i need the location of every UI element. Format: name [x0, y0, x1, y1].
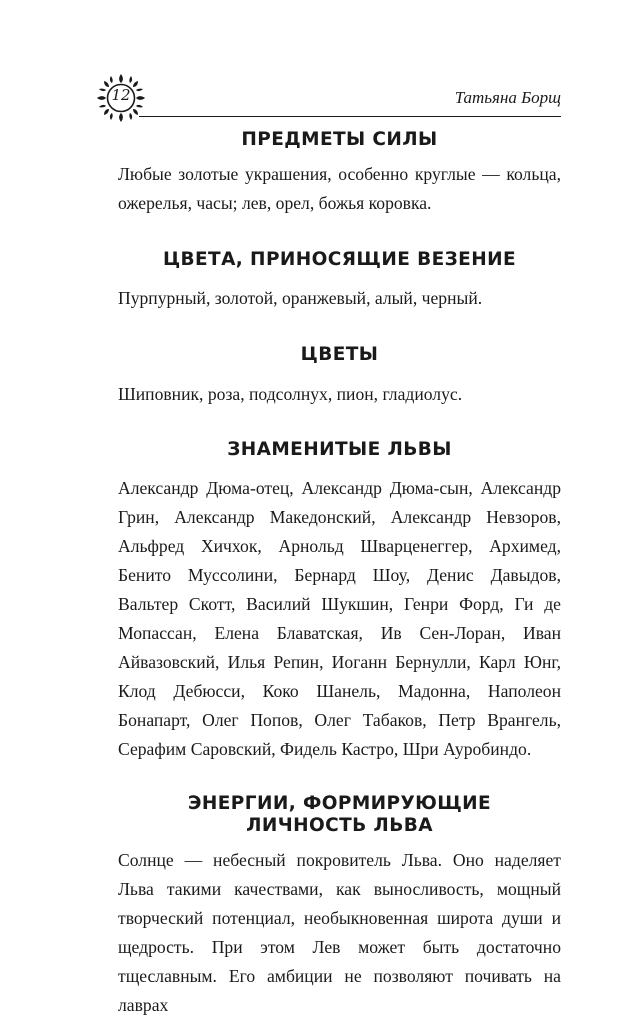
- section-text-energies: Солнце — небесный покровитель Льва. Оно наделяет Льва такими качествами, как выносливость, мощный творческий потенциал, необыкновенная широта души и щедрость. При этом Лев может быть достаточно тщеславным. Его амбиции не позволяют почивать на лаврах: [118, 850, 561, 1015]
- section-text-lucky-colors: Пурпурный, золотой, оранжевый, алый, черный.: [118, 288, 483, 308]
- header-rule: [139, 116, 561, 117]
- section-title-energies: ЭНЕРГИИ, ФОРМИРУЮЩИЕ ЛИЧНОСТЬ ЛЬВА: [187, 793, 492, 836]
- section-title-lucky-colors: ЦВЕТА, ПРИНОСЯЩИЕ ВЕЗЕНИЕ: [162, 249, 517, 270]
- page-header: [95, 72, 561, 122]
- section-text-flowers: Шиповник, роза, подсолнух, пион, гладиолус.: [118, 384, 463, 404]
- section-text-power-objects: Любые золотые украшения, особенно круглые — кольца, ожерелья, часы; лев, орел, божья коровка.: [118, 164, 561, 213]
- running-header-author: Татьяна Борщ: [454, 88, 561, 107]
- page-number: 12: [111, 86, 131, 104]
- page-body: [118, 128, 561, 1020]
- section-text-famous-leos: Александр Дюма-отец, Александр Дюма-сын, Александр Грин, Александр Македонский, Александр Невзоров, Альфред Хичхок, Арнольд Шварценеггер, Архимед, Бенито Муссолини, Бернард Шоу, Денис Давыдов, Вальтер Скотт, Василий Шукшин, Генри Форд, Ги де Мопассан, Елена Блаватская, Ив Сен-Лоран, Иван Айвазовский, Илья Репин, Иоганн Бернулли, Карл Юнг, Клод Дебюсси, Коко Шанель, Мадонна, Наполеон Бонапарт, Олег Попов, Олег Табаков, Петр Врангель, Серафим Саровский, Фидель Кастро, Шри Ауробиндо.: [118, 478, 561, 759]
- section-title-power-objects: ПРЕДМЕТЫ СИЛЫ: [241, 129, 438, 150]
- section-title-famous-leos: ЗНАМЕНИТЫЕ ЛЬВЫ: [227, 439, 452, 460]
- section-title-flowers: ЦВЕТЫ: [300, 344, 379, 365]
